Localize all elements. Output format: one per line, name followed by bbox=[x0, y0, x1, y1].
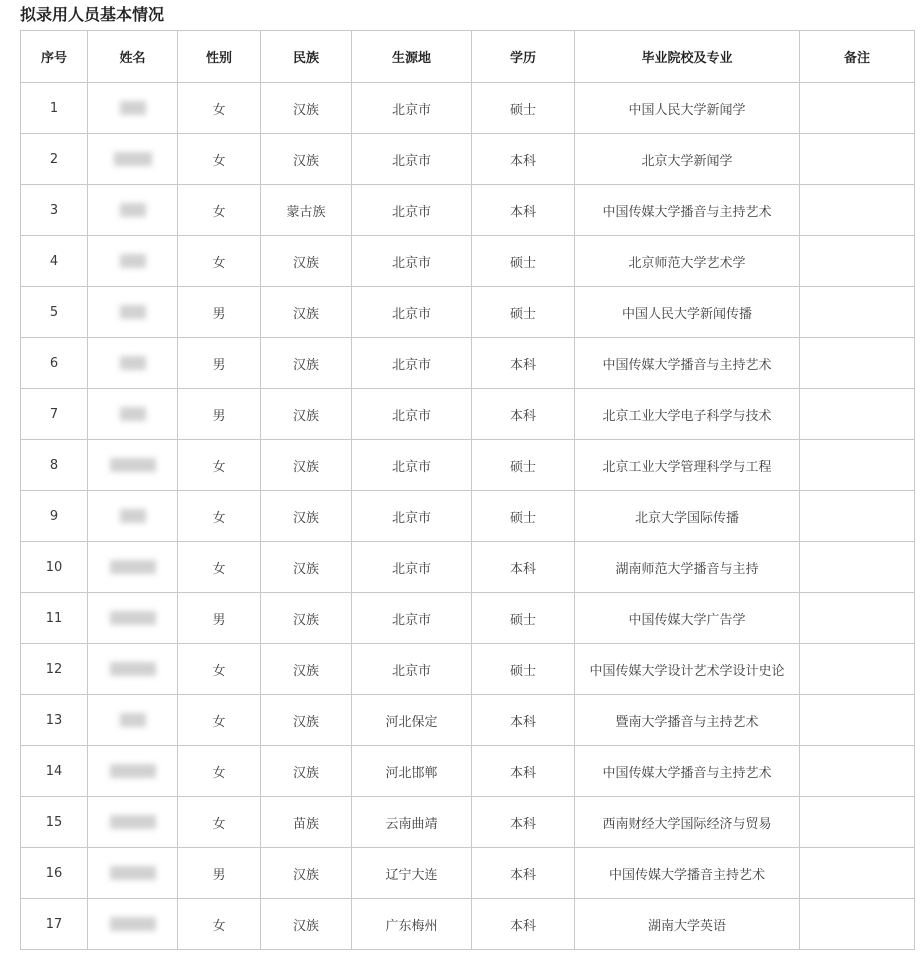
redacted-name bbox=[120, 305, 146, 319]
row-number-cell: 7 bbox=[21, 389, 88, 440]
ethnicity-cell: 汉族 bbox=[261, 899, 352, 950]
origin-cell: 北京市 bbox=[352, 440, 472, 491]
note-cell bbox=[800, 491, 915, 542]
gender-cell: 男 bbox=[178, 338, 261, 389]
table-row bbox=[21, 491, 915, 542]
table-row bbox=[21, 848, 915, 899]
row-number-cell: 4 bbox=[21, 236, 88, 287]
row-number-cell: 15 bbox=[21, 797, 88, 848]
row-number-cell: 3 bbox=[21, 185, 88, 236]
ethnicity-cell: 汉族 bbox=[261, 338, 352, 389]
name-cell bbox=[88, 338, 178, 389]
redacted-name bbox=[120, 254, 146, 268]
ethnicity-cell: 汉族 bbox=[261, 287, 352, 338]
school-major-cell: 中国传媒大学播音主持艺术 bbox=[575, 848, 800, 899]
table-body bbox=[21, 83, 915, 950]
note-cell bbox=[800, 287, 915, 338]
degree-cell: 本科 bbox=[472, 746, 575, 797]
gender-cell: 女 bbox=[178, 899, 261, 950]
note-cell bbox=[800, 746, 915, 797]
name-cell bbox=[88, 185, 178, 236]
table-row bbox=[21, 440, 915, 491]
col-header-gender: 性别 bbox=[178, 31, 261, 83]
school-major-cell: 中国传媒大学播音与主持艺术 bbox=[575, 746, 800, 797]
table-row bbox=[21, 797, 915, 848]
gender-cell: 女 bbox=[178, 695, 261, 746]
degree-cell: 本科 bbox=[472, 695, 575, 746]
degree-cell: 本科 bbox=[472, 848, 575, 899]
redacted-name bbox=[110, 458, 156, 472]
col-header-school: 毕业院校及专业 bbox=[575, 31, 800, 83]
gender-cell: 男 bbox=[178, 593, 261, 644]
row-number-cell: 11 bbox=[21, 593, 88, 644]
school-major-cell: 中国人民大学新闻学 bbox=[575, 83, 800, 134]
col-header-ethnicity: 民族 bbox=[261, 31, 352, 83]
note-cell bbox=[800, 338, 915, 389]
ethnicity-cell: 汉族 bbox=[261, 848, 352, 899]
name-cell bbox=[88, 746, 178, 797]
name-cell bbox=[88, 542, 178, 593]
table-row bbox=[21, 236, 915, 287]
degree-cell: 本科 bbox=[472, 797, 575, 848]
note-cell bbox=[800, 134, 915, 185]
redacted-name bbox=[110, 611, 156, 625]
ethnicity-cell: 汉族 bbox=[261, 695, 352, 746]
degree-cell: 本科 bbox=[472, 542, 575, 593]
origin-cell: 河北邯郸 bbox=[352, 746, 472, 797]
note-cell bbox=[800, 440, 915, 491]
row-number-cell: 1 bbox=[21, 83, 88, 134]
col-header-origin: 生源地 bbox=[352, 31, 472, 83]
name-cell bbox=[88, 389, 178, 440]
note-cell bbox=[800, 542, 915, 593]
col-header-name: 姓名 bbox=[88, 31, 178, 83]
note-cell bbox=[800, 83, 915, 134]
table-row bbox=[21, 644, 915, 695]
gender-cell: 男 bbox=[178, 287, 261, 338]
name-cell bbox=[88, 83, 178, 134]
school-major-cell: 北京大学国际传播 bbox=[575, 491, 800, 542]
redacted-name bbox=[120, 713, 146, 727]
gender-cell: 女 bbox=[178, 236, 261, 287]
origin-cell: 北京市 bbox=[352, 542, 472, 593]
note-cell bbox=[800, 185, 915, 236]
school-major-cell: 中国传媒大学广告学 bbox=[575, 593, 800, 644]
redacted-name bbox=[110, 866, 156, 880]
col-header-note: 备注 bbox=[800, 31, 915, 83]
table-row bbox=[21, 185, 915, 236]
note-cell bbox=[800, 593, 915, 644]
ethnicity-cell: 苗族 bbox=[261, 797, 352, 848]
redacted-name bbox=[120, 203, 146, 217]
note-cell bbox=[800, 695, 915, 746]
degree-cell: 硕士 bbox=[472, 236, 575, 287]
ethnicity-cell: 汉族 bbox=[261, 389, 352, 440]
row-number-cell: 12 bbox=[21, 644, 88, 695]
school-major-cell: 北京工业大学电子科学与技术 bbox=[575, 389, 800, 440]
school-major-cell: 中国传媒大学设计艺术学设计史论 bbox=[575, 644, 800, 695]
gender-cell: 女 bbox=[178, 83, 261, 134]
note-cell bbox=[800, 236, 915, 287]
origin-cell: 云南曲靖 bbox=[352, 797, 472, 848]
row-number-cell: 17 bbox=[21, 899, 88, 950]
note-cell bbox=[800, 848, 915, 899]
origin-cell: 北京市 bbox=[352, 593, 472, 644]
table-row bbox=[21, 542, 915, 593]
origin-cell: 北京市 bbox=[352, 491, 472, 542]
note-cell bbox=[800, 389, 915, 440]
school-major-cell: 中国传媒大学播音与主持艺术 bbox=[575, 338, 800, 389]
name-cell bbox=[88, 236, 178, 287]
col-header-no: 序号 bbox=[21, 31, 88, 83]
note-cell bbox=[800, 644, 915, 695]
redacted-name bbox=[110, 917, 156, 931]
name-cell bbox=[88, 440, 178, 491]
degree-cell: 硕士 bbox=[472, 491, 575, 542]
ethnicity-cell: 汉族 bbox=[261, 491, 352, 542]
gender-cell: 女 bbox=[178, 797, 261, 848]
name-cell bbox=[88, 644, 178, 695]
row-number-cell: 9 bbox=[21, 491, 88, 542]
degree-cell: 本科 bbox=[472, 185, 575, 236]
table-row bbox=[21, 746, 915, 797]
table-header-row bbox=[21, 31, 915, 83]
name-cell bbox=[88, 797, 178, 848]
redacted-name bbox=[110, 764, 156, 778]
gender-cell: 女 bbox=[178, 542, 261, 593]
table-row bbox=[21, 83, 915, 134]
gender-cell: 男 bbox=[178, 848, 261, 899]
gender-cell: 女 bbox=[178, 491, 261, 542]
origin-cell: 北京市 bbox=[352, 644, 472, 695]
school-major-cell: 北京大学新闻学 bbox=[575, 134, 800, 185]
table-row bbox=[21, 389, 915, 440]
ethnicity-cell: 汉族 bbox=[261, 440, 352, 491]
origin-cell: 北京市 bbox=[352, 83, 472, 134]
ethnicity-cell: 汉族 bbox=[261, 83, 352, 134]
page-title: 拟录用人员基本情况 bbox=[20, 5, 165, 24]
origin-cell: 北京市 bbox=[352, 185, 472, 236]
gender-cell: 女 bbox=[178, 134, 261, 185]
redacted-name bbox=[120, 509, 146, 523]
redacted-name bbox=[120, 101, 146, 115]
admission-table bbox=[20, 30, 915, 950]
name-cell bbox=[88, 593, 178, 644]
row-number-cell: 8 bbox=[21, 440, 88, 491]
redacted-name bbox=[114, 152, 152, 166]
table-row bbox=[21, 695, 915, 746]
school-major-cell: 北京工业大学管理科学与工程 bbox=[575, 440, 800, 491]
school-major-cell: 中国人民大学新闻传播 bbox=[575, 287, 800, 338]
ethnicity-cell: 汉族 bbox=[261, 542, 352, 593]
row-number-cell: 13 bbox=[21, 695, 88, 746]
name-cell bbox=[88, 134, 178, 185]
origin-cell: 北京市 bbox=[352, 287, 472, 338]
name-cell bbox=[88, 848, 178, 899]
degree-cell: 硕士 bbox=[472, 83, 575, 134]
table-row bbox=[21, 134, 915, 185]
ethnicity-cell: 汉族 bbox=[261, 644, 352, 695]
degree-cell: 本科 bbox=[472, 389, 575, 440]
origin-cell: 河北保定 bbox=[352, 695, 472, 746]
table-row bbox=[21, 593, 915, 644]
school-major-cell: 北京师范大学艺术学 bbox=[575, 236, 800, 287]
school-major-cell: 西南财经大学国际经济与贸易 bbox=[575, 797, 800, 848]
ethnicity-cell: 汉族 bbox=[261, 746, 352, 797]
degree-cell: 硕士 bbox=[472, 287, 575, 338]
row-number-cell: 5 bbox=[21, 287, 88, 338]
table-row bbox=[21, 899, 915, 950]
origin-cell: 北京市 bbox=[352, 236, 472, 287]
redacted-name bbox=[110, 815, 156, 829]
ethnicity-cell: 汉族 bbox=[261, 134, 352, 185]
table-row bbox=[21, 287, 915, 338]
redacted-name bbox=[110, 560, 156, 574]
row-number-cell: 16 bbox=[21, 848, 88, 899]
degree-cell: 本科 bbox=[472, 338, 575, 389]
ethnicity-cell: 汉族 bbox=[261, 593, 352, 644]
degree-cell: 硕士 bbox=[472, 644, 575, 695]
gender-cell: 女 bbox=[178, 644, 261, 695]
name-cell bbox=[88, 491, 178, 542]
gender-cell: 女 bbox=[178, 185, 261, 236]
row-number-cell: 2 bbox=[21, 134, 88, 185]
degree-cell: 硕士 bbox=[472, 593, 575, 644]
school-major-cell: 湖南师范大学播音与主持 bbox=[575, 542, 800, 593]
degree-cell: 本科 bbox=[472, 134, 575, 185]
origin-cell: 北京市 bbox=[352, 389, 472, 440]
note-cell bbox=[800, 797, 915, 848]
origin-cell: 北京市 bbox=[352, 338, 472, 389]
gender-cell: 男 bbox=[178, 389, 261, 440]
note-cell bbox=[800, 899, 915, 950]
row-number-cell: 10 bbox=[21, 542, 88, 593]
school-major-cell: 暨南大学播音与主持艺术 bbox=[575, 695, 800, 746]
name-cell bbox=[88, 287, 178, 338]
origin-cell: 辽宁大连 bbox=[352, 848, 472, 899]
degree-cell: 硕士 bbox=[472, 440, 575, 491]
ethnicity-cell: 汉族 bbox=[261, 236, 352, 287]
school-major-cell: 湖南大学英语 bbox=[575, 899, 800, 950]
origin-cell: 广东梅州 bbox=[352, 899, 472, 950]
redacted-name bbox=[120, 356, 146, 370]
row-number-cell: 14 bbox=[21, 746, 88, 797]
redacted-name bbox=[110, 662, 156, 676]
row-number-cell: 6 bbox=[21, 338, 88, 389]
table-row bbox=[21, 338, 915, 389]
school-major-cell: 中国传媒大学播音与主持艺术 bbox=[575, 185, 800, 236]
degree-cell: 本科 bbox=[472, 899, 575, 950]
name-cell bbox=[88, 899, 178, 950]
gender-cell: 女 bbox=[178, 746, 261, 797]
origin-cell: 北京市 bbox=[352, 134, 472, 185]
col-header-degree: 学历 bbox=[472, 31, 575, 83]
ethnicity-cell: 蒙古族 bbox=[261, 185, 352, 236]
redacted-name bbox=[120, 407, 146, 421]
gender-cell: 女 bbox=[178, 440, 261, 491]
name-cell bbox=[88, 695, 178, 746]
